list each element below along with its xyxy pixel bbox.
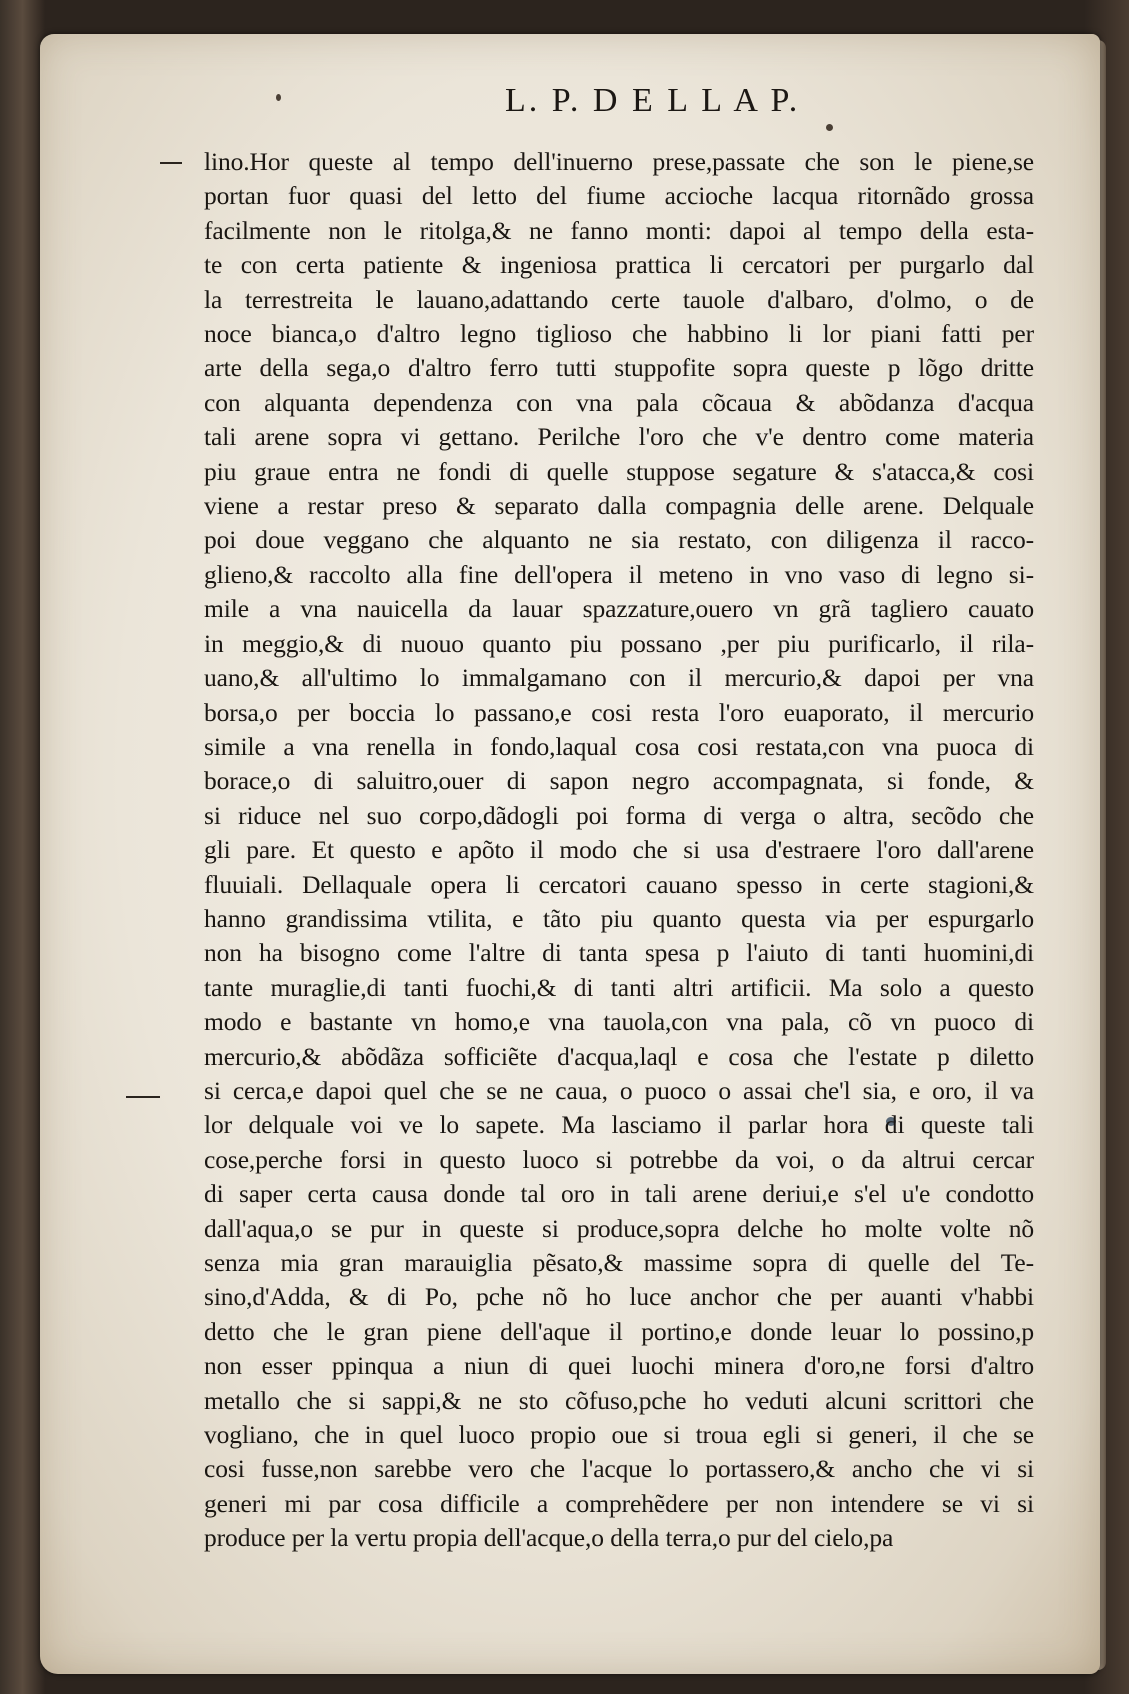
margin-mark xyxy=(160,162,182,164)
text-line: modo e bastante vn homo,e vna tauola,con vna pala, cõ vn puoco di xyxy=(204,1007,1034,1037)
text-line: lor delquale voi ve lo sapete. Ma lasciamo il parlar hora di queste tali xyxy=(204,1110,1034,1140)
text-line: sino,d'Adda, & di Po, pche nõ ho luce anchor che per auanti v'habbi xyxy=(204,1282,1034,1312)
text-line: mercurio,& abõdãza sofficiẽte d'acqua,laql e cosa che l'estate p diletto xyxy=(204,1041,1034,1071)
text-line: arte della sega,o d'altro ferro tutti stuppofite sopra queste p lõgo dritte xyxy=(204,353,1034,383)
text-line: tante muraglie,di tanti fuochi,& di tanti altri artificii. Ma solo a questo xyxy=(204,972,1034,1002)
text-block xyxy=(204,145,1034,1556)
text-line: senza mia gran marauiglia pẽsato,& massime sopra di quelle del Te- xyxy=(204,1248,1034,1277)
text-line: non esser ppinqua a niun di quei luochi minera d'oro,ne forsi d'altro xyxy=(204,1351,1034,1381)
text-line: produce per la vertu propia dell'acque,o della terra,o pur del cielo,pa xyxy=(204,1523,894,1553)
text-line: in meggio,& di nuouo quanto piu possano ,per piu purificarlo, il rila- xyxy=(204,628,1034,658)
text-line: fluuiali. Dellaquale opera li cercatori cauano spesso in certe stagioni,& xyxy=(204,869,1034,899)
text-line: hanno grandissima vtilita, e tãto piu quanto questa via per espurgarlo xyxy=(204,903,1034,933)
text-line: facilmente non le ritolga,& ne fanno monti: dapoi al tempo della esta- xyxy=(204,215,1034,245)
text-line: si riduce nel suo corpo,dãdogli poi forma di verga o altra, secõdo che xyxy=(204,800,1034,830)
text-line: si cerca,e dapoi quel che se ne caua, o puoco o assai che'l sia, e oro, il va xyxy=(204,1075,1034,1105)
text-line: lino.Hor queste al tempo dell'inuerno prese,passate che son le piene,se xyxy=(204,147,1034,176)
text-line: glieno,& raccolto alla fine dell'opera il meteno in vno vaso di legno si- xyxy=(204,559,1034,589)
text-line: te con certa patiente & ingeniosa prattica li cercatori per purgarlo dal xyxy=(204,250,1034,280)
text-line: dall'aqua,o se pur in queste si produce,sopra delche ho molte volte nõ xyxy=(204,1213,1034,1243)
text-line: metallo che si sappi,& ne sto cõfuso,pche ho veduti alcuni scrittori che xyxy=(204,1385,1034,1415)
text-line: vogliano, che in quel luoco propio oue si troua egli si generi, il che se xyxy=(204,1420,1034,1450)
text-line: uano,& all'ultimo lo immalgamano con il mercurio,& dapoi per vna xyxy=(204,663,1034,693)
text-line: poi doue veggano che alquanto ne sia restato, con diligenza il racco- xyxy=(204,525,1034,555)
text-line: la terrestreita le lauano,adattando certe tauole d'albaro, d'olmo, o de xyxy=(204,284,1034,314)
text-line: generi mi par cosa difficile a comprehẽdere per non intendere se vi si xyxy=(204,1488,1034,1518)
ink-speck xyxy=(826,124,833,131)
text-line: borace,o di saluitro,ouer di sapon negro accompagnata, si fonde, & xyxy=(204,766,1034,796)
text-line: viene a restar preso & separato dalla compagnia delle arene. Delquale xyxy=(204,491,1034,521)
margin-mark xyxy=(126,1096,160,1098)
text-line: non ha bisogno come l'altre di tanta spesa p l'aiuto di tanti huomini,di xyxy=(204,938,1034,968)
text-line: mile a vna nauicella da lauar spazzature,ouero vn grã tagliero cauato xyxy=(204,594,1034,624)
text-line: piu graue entra ne fondi di quelle stuppose segature & s'atacca,& cosi xyxy=(204,456,1034,486)
running-head: L. P. D E L L A P. xyxy=(505,82,801,119)
text-line: cose,perche forsi in questo luoco si potrebbe da voi, o da altrui cercar xyxy=(204,1144,1034,1174)
text-line: di saper certa causa donde tal oro in tali arene deriui,e s'el u'e condotto xyxy=(204,1179,1034,1209)
text-line: portan fuor quasi del letto del fiume accioche lacqua ritornãdo grossa xyxy=(204,181,1034,211)
text-line: con alquanta dependenza con vna pala cõcaua & abõdanza d'acqua xyxy=(204,387,1034,417)
text-line: cosi fusse,non sarebbe vero che l'acque lo portassero,& ancho che vi si xyxy=(204,1454,1034,1484)
text-line: simile a vna renella in fondo,laqual cosa cosi restata,con vna puoca di xyxy=(204,731,1034,761)
text-line: borsa,o per boccia lo passano,e cosi resta l'oro euaporato, il mercurio xyxy=(204,697,1034,727)
text-line: gli pare. Et questo e apõto il modo che si usa d'estraere l'oro dall'arene xyxy=(204,835,1034,865)
text-line: detto che le gran piene dell'aque il portino,e donde leuar lo possino,p xyxy=(204,1316,1034,1346)
text-line: tali arene sopra vi gettano. Perilche l'oro che v'e dentro come materia xyxy=(204,422,1034,452)
ink-speck xyxy=(276,94,281,101)
text-line: noce bianca,o d'altro legno tiglioso che habbino li lor piani fatti per xyxy=(204,319,1034,349)
